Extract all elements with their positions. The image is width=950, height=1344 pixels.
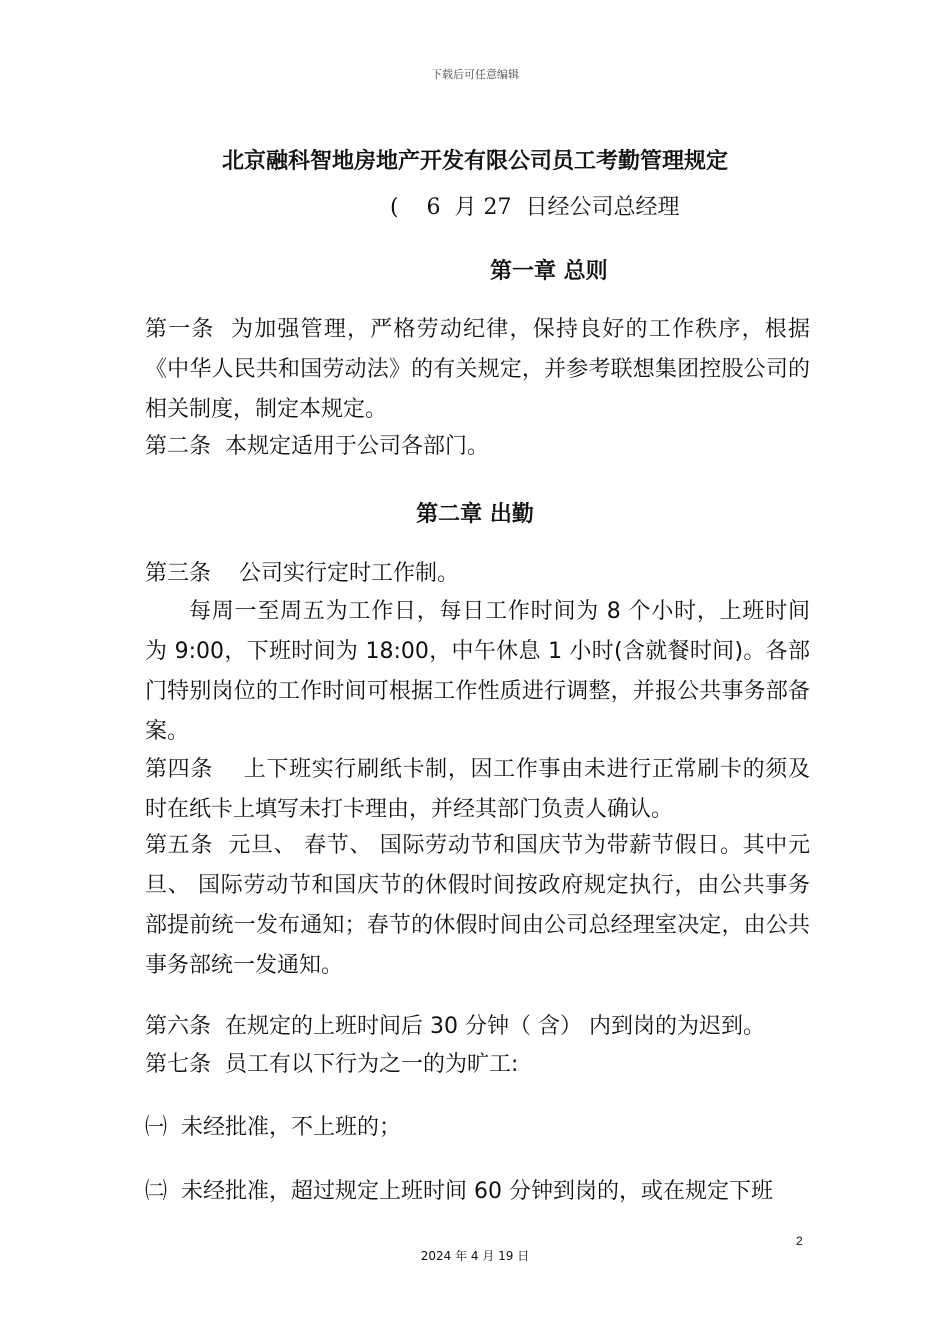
article-3: 第三条 公司实行定时工作制。: [145, 561, 459, 586]
header-note: 下载后可任意编辑: [431, 68, 519, 81]
document-subtitle: ( 6 月 27 日经公司总经理: [390, 195, 680, 220]
article-3-detail: 每周一至周五为工作日，每日工作时间为 8 个小时，上班时间为 9:00，下班时间为 18:00，中午休息 1 小时(含就餐时间)。各部门特别岗位的工作时间可根据工作性质进行调整，并报公共事务部备案。: [145, 599, 810, 744]
article-2: 第二条 本规定适用于公司各部门。: [145, 434, 489, 459]
article-1: 第一条 为加强管理，严格劳动纪律，保持良好的工作秩序，根据《中华人民共和国劳动法》的有关规定，并参考联想集团控股公司的相关制度，制定本规定。: [145, 317, 810, 422]
article-4: 第四条 上下班实行刷纸卡制，因工作事由未进行正常刷卡的须及时在纸卡上填写未打卡理由，并经其部门负责人确认。: [145, 757, 810, 822]
chapter-heading-2: 第二章 出勤: [416, 502, 534, 527]
footer-date: 2024 年 4 月 19 日: [420, 1249, 530, 1263]
page-number: 2: [796, 1234, 803, 1248]
article-6: 第六条 在规定的上班时间后 30 分钟（ 含） 内到岗的为迟到。: [145, 1014, 765, 1039]
document-title: 北京融科智地房地产开发有限公司员工考勤管理规定: [221, 149, 728, 174]
article-7-item-1: ㈠ 未经批准，不上班的；: [145, 1115, 401, 1140]
article-7: 第七条 员工有以下行为之一的为旷工:: [145, 1052, 519, 1077]
article-5: 第五条 元旦、 春节、 国际劳动节和国庆节为带薪节假日。其中元旦、 国际劳动节和国庆节的休假时间按政府规定执行，由公共事务部提前统一发布通知；春节的休假时间由公司总经理室决定，由公共事务部统一发通知。: [145, 833, 810, 978]
article-7-item-2: ㈡ 未经批准，超过规定上班时间 60 分钟到岗的，或在规定下班: [145, 1179, 773, 1204]
chapter-heading-1: 第一章 总则: [490, 259, 608, 284]
